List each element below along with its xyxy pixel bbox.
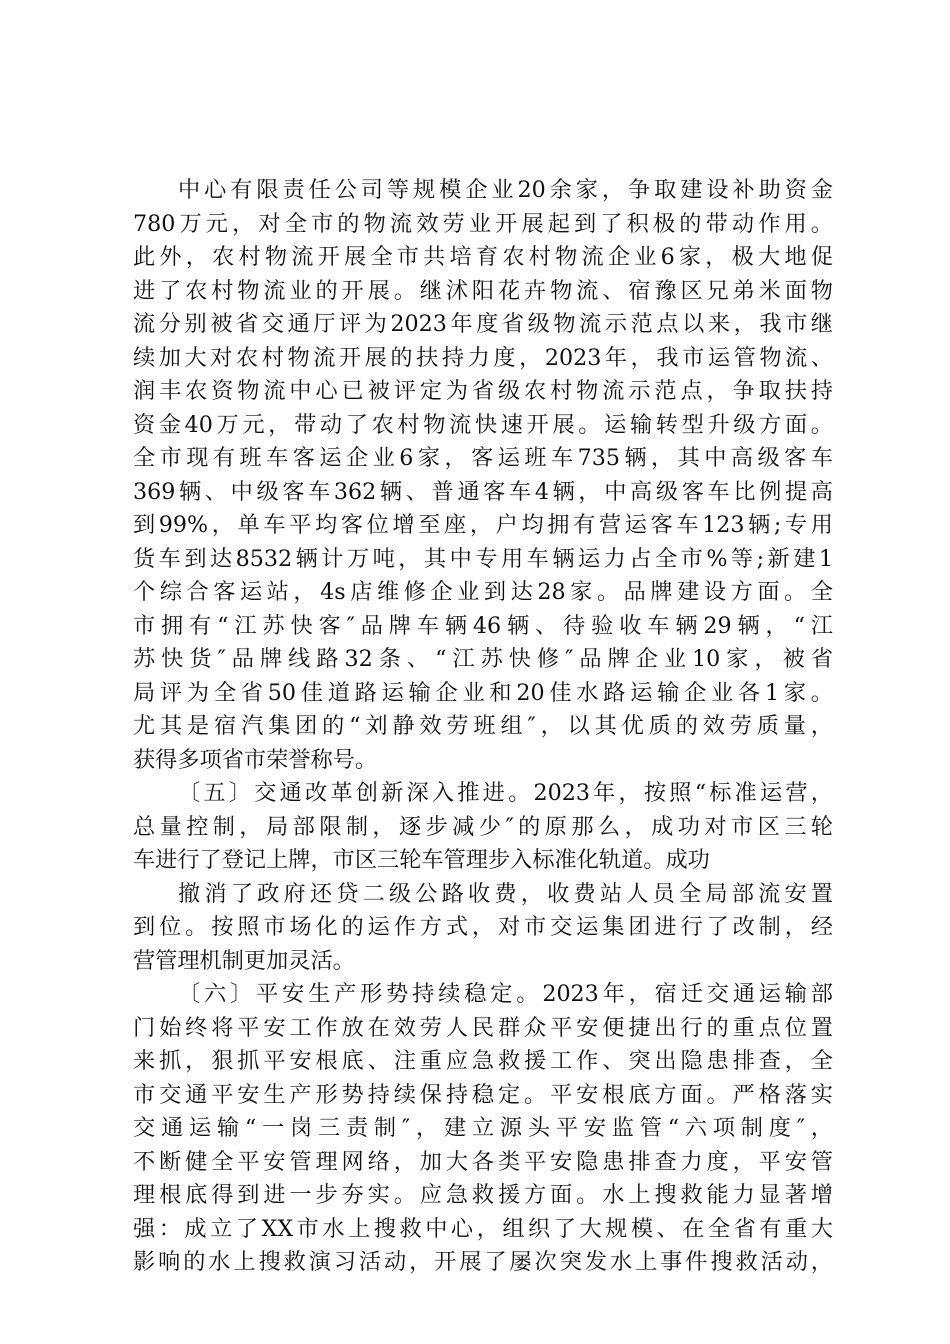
- text-line: 门始终将平安工作放在效劳人民群众平安便捷出行的重点位置: [133, 1014, 833, 1041]
- text-line: 〔六〕平安生产形势持续稳定。2023年，宿迁交通运输部: [178, 981, 833, 1007]
- text-line: 获得多项省市荣誉称号。: [133, 746, 378, 773]
- text-line: 全市现有班车客运企业6家，客运班车735辆，其中高级客车: [133, 445, 833, 471]
- text-line: 总量控制，局部限制，逐步减少″的原那么，成功对市区三轮: [133, 813, 833, 840]
- text-line: 到位。按照市场化的运作方式，对市交运集团进行了改制，经: [133, 914, 833, 940]
- text-line: 影响的水上搜救演习活动，开展了屡次突发水上事件搜救活动，: [133, 1249, 833, 1275]
- text-line: 进了农村物流业的开展。继沭阳花卉物流、宿豫区兄弟米面物: [133, 277, 833, 304]
- text-line: 局评为全省50佳道路运输企业和20佳水路运输企业各1家。: [133, 679, 833, 706]
- text-line: 不断健全平安管理网络，加大各类平安隐患排查力度，平安管: [133, 1148, 833, 1175]
- text-line: 市交通平安生产形势持续保持稳定。平安根底方面。严格落实: [133, 1081, 833, 1108]
- text-line: 流分别被省交通厅评为2023年度省级物流示范点以来，我市继: [133, 311, 833, 337]
- text-line: 强：成立了XX市水上搜救中心，组织了大规模、在全省有重大: [133, 1215, 833, 1242]
- text-line: 撤消了政府还贷二级公路收费，收费站人员全局部流安置: [178, 880, 833, 907]
- text-line: 此外，农村物流开展全市共培育农村物流企业6家，极大地促: [133, 244, 833, 270]
- text-line: 369辆、中级客车362辆、普通客车4辆，中高级客车比例提高: [133, 478, 833, 505]
- text-line: 个综合客运站，4s店维修企业到达28家。品牌建设方面。全: [133, 579, 833, 605]
- text-line: 780万元，对全市的物流效劳业开展起到了积极的带动作用。: [133, 210, 833, 237]
- text-line: 来抓，狠抓平安根底、注重应急救援工作、突出隐患排查，全: [133, 1048, 833, 1074]
- text-line: 货车到达8532辆计万吨，其中专用车辆运力占全市%等;新建1: [133, 545, 833, 572]
- text-line: 尤其是宿汽集团的“刘静效劳班组″，以其优质的效劳质量，: [133, 713, 833, 739]
- text-line: 续加大对农村物流开展的扶持力度，2023年，我市运管物流、: [133, 344, 833, 371]
- text-line: 〔五〕交通改革创新深入推进。2023年，按照“标准运营，: [178, 780, 833, 806]
- text-line: 到99%，单车平均客位增至座，户均拥有营运客车123辆;专用: [133, 512, 833, 538]
- text-line: 交通运输“一岗三责制″，建立源头平安监管“六项制度″，: [133, 1115, 833, 1141]
- text-line: 市拥有“江苏快客″品牌车辆46辆、待验收车辆29辆，“江: [133, 612, 833, 639]
- document-body: [133, 174, 833, 1280]
- text-line: 中心有限责任公司等规模企业20余家，争取建设补助资金: [178, 177, 833, 203]
- text-line: 理根底得到进一步夯实。应急救援方面。水上搜救能力显著增: [133, 1182, 833, 1208]
- text-line: 润丰农资物流中心已被评定为省级农村物流示范点，争取扶持: [133, 378, 833, 404]
- text-line: 资金40万元，带动了农村物流快速开展。运输转型升级方面。: [133, 411, 833, 438]
- text-line: 车进行了登记上牌，市区三轮车管理步入标准化轨道。成功: [133, 847, 710, 873]
- text-line: 营管理机制更加灵活。: [133, 947, 355, 974]
- text-line: 苏快货″品牌线路32条、“江苏快修″品牌企业10家，被省: [133, 646, 833, 672]
